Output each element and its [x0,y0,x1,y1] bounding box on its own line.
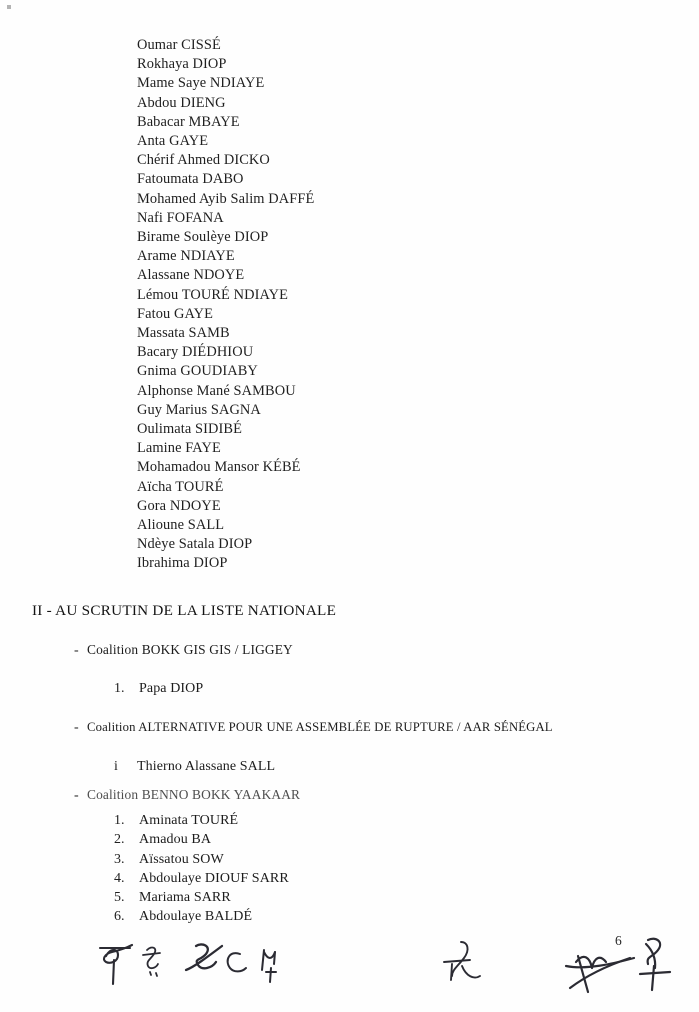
bullet-dash: - [74,720,79,735]
list-item: Alioune SALL [137,517,225,534]
list-item [114,759,275,775]
signature-mark [100,945,132,984]
list-item: Fatou GAYE [137,305,214,322]
list-item: Rokhaya DIOP [137,56,227,73]
entry-marker: 4. [114,870,125,886]
benno-bokk-yaakaar-candidate-list [114,813,289,929]
coalition-label: Coalition BENNO BOKK YAAKAAR [87,787,301,802]
list-item [114,832,289,851]
page-number: 6 [615,933,622,948]
signature-mark [143,947,160,976]
entry-name: Aïssatou SOW [139,851,224,867]
list-item [114,890,289,909]
list-item: Gora NDOYE [137,497,221,514]
entry-marker: 5. [114,890,125,906]
signature-mark [640,939,670,990]
entry-name: Papa DIOP [139,681,204,696]
list-item: Anta GAYE [137,133,209,150]
list-item: Lamine FAYE [137,440,221,457]
entry-marker: 2. [114,832,125,848]
list-item: Gnima GOUDIABY [137,363,258,380]
list-item [114,852,289,871]
bullet-dash: - [74,643,79,658]
bullet-dash: - [74,788,79,803]
signature-mark [444,942,480,980]
entry-name: Thierno Alassane SALL [137,759,276,774]
list-item: Birame Soulèye DIOP [137,229,269,246]
entry-name: Abdoulaye BALDÉ [139,909,253,925]
entry-marker: i [114,759,118,774]
candidate-name-list [137,36,557,574]
list-item: Abdou DIENG [137,94,226,111]
coalition-label: Coalition BOKK GIS GIS / LIGGEY [87,642,293,657]
list-item: Arame NDIAYE [137,248,235,265]
list-item [114,813,289,832]
list-item: Ibrahima DIOP [137,555,228,572]
entry-name: Mariama SARR [139,890,231,906]
list-item: Lémou TOURÉ NDIAYE [137,286,289,303]
list-item [114,871,289,890]
signature-mark [228,953,246,971]
list-item: Guy Marius SAGNA [137,401,261,418]
list-item: Nafi FOFANA [137,209,224,226]
coalition-label: Coalition ALTERNATIVE POUR UNE ASSEMBLÉE DE RUPTURE / AAR SÉNÉGAL [87,720,553,734]
coalition-heading-bokk-gis-gis [74,642,293,659]
list-item [114,681,203,697]
entry-marker: 3. [114,851,125,867]
list-item: Fatoumata DABO [137,171,244,188]
list-item [114,909,289,928]
list-item: Chérif Ahmed DICKO [137,152,270,169]
list-item: Massata SAMB [137,325,230,342]
list-item: Babacar MBAYE [137,113,240,130]
scan-artifact-speck [7,5,11,9]
list-item: Alphonse Mané SAMBOU [137,382,296,399]
coalition-heading-benno-bokk-yaakaar [74,787,300,804]
section-heading: II - AU SCRUTIN DE LA LISTE NATIONALE [32,602,337,619]
entry-marker: 1. [114,813,125,828]
list-item: Mame Saye NDIAYE [137,75,265,92]
list-item: Oulimata SIDIBÉ [137,421,243,438]
list-item: Alassane NDOYE [137,267,245,284]
entry-name: Abdoulaye DIOUF SARR [139,870,289,886]
entry-marker: 1. [114,681,125,696]
signature-mark [262,950,276,982]
signature-area [0,918,699,1012]
entry-marker: 6. [114,909,125,925]
list-item: Mohamadou Mansor KÉBÉ [137,459,301,476]
list-item: Oumar CISSÉ [137,37,221,53]
entry-name: Aminata TOURÉ [139,813,239,828]
list-item: Bacary DIÉDHIOU [137,344,254,361]
coalition-heading-aar-senegal [74,720,553,736]
signature-mark [566,956,634,992]
list-item: Ndèye Satala DIOP [137,536,253,553]
list-item: Aïcha TOURÉ [137,478,224,495]
signature-mark [186,944,222,970]
entry-name: Amadou BA [139,832,212,848]
list-item: Mohamed Ayib Salim DAFFÉ [137,190,315,207]
